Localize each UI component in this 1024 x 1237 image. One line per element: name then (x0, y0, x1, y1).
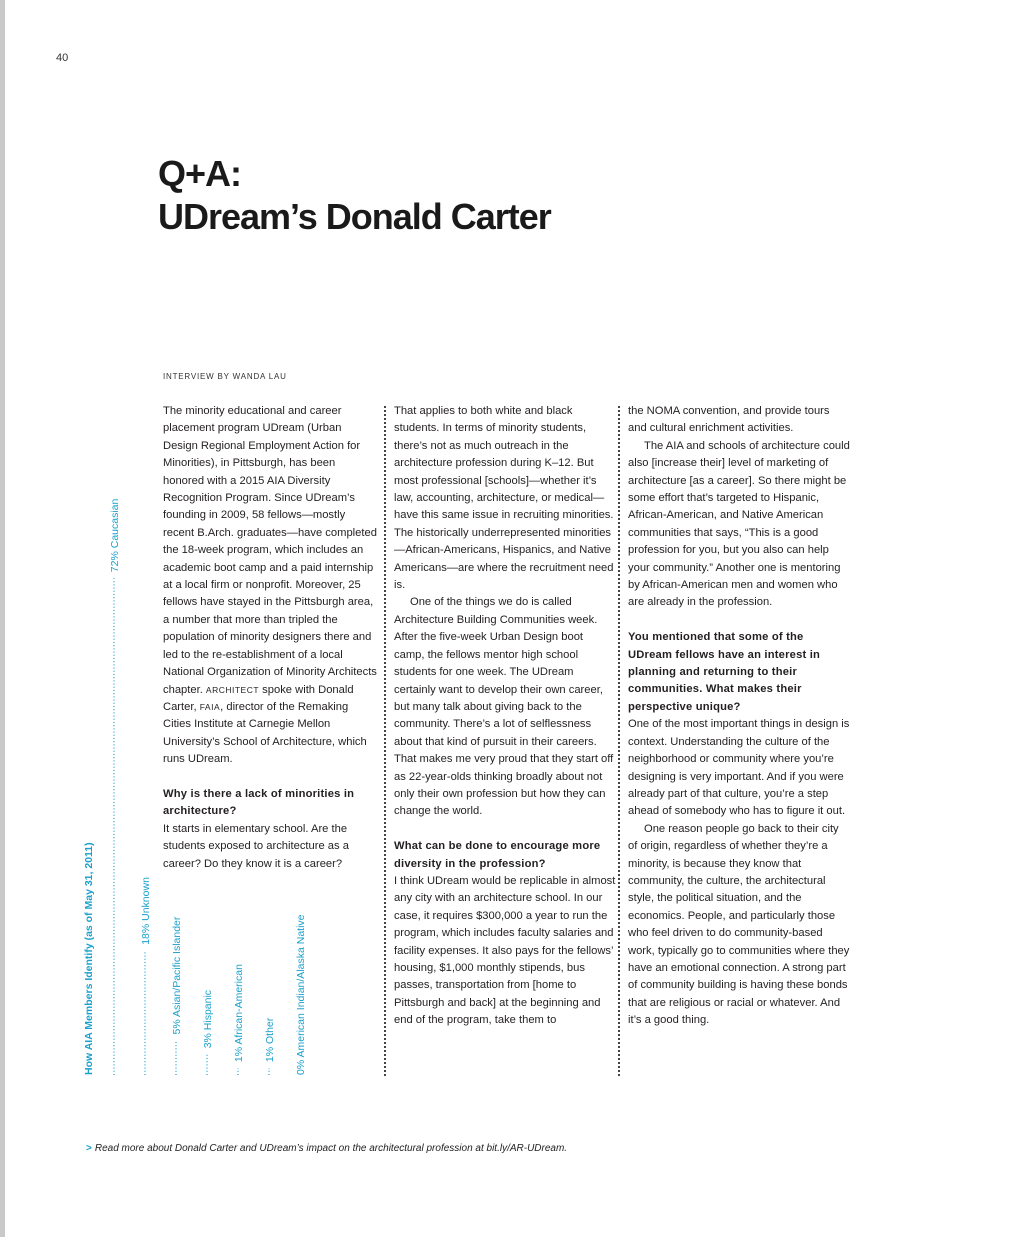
question-2: What can be done to encourage more diversity in the profession? (394, 840, 601, 870)
bar-label: 0% American Indian/Alaska Native (295, 914, 307, 1075)
paragraph: The AIA and schools of architecture could also [increase their] level of marketing of architecture [as a career]. So there might be some effort that’s targeted to Hispanic, African-American, and Native American communities that says, “This is a good profession for you, but you also can help your community.” Another one is mentoring by African-American men and women who are already in the profession. (628, 439, 850, 609)
bar-label: 18% Unknown (140, 877, 152, 945)
intro-text-b: spoke with Donald Carter, (163, 683, 354, 713)
footnote (86, 1143, 567, 1154)
title-line-2: UDream’s Donald Carter (158, 196, 551, 237)
question-1: Why is there a lack of minorities in architecture? (163, 787, 355, 818)
footnote-text: Read more about Donald Carter and UDream’s impact on the architectural profession at bit.ly/AR-UDream. (94, 1143, 568, 1154)
arrow-icon: > (86, 1143, 92, 1154)
byline: INTERVIEW BY WANDA LAU (163, 372, 287, 381)
article-column-1 (163, 403, 377, 873)
title-line-1: Q+A: (158, 153, 242, 194)
paragraph: That applies to both white and black students. In terms of minority students, there’s not as much outreach in the architecture profession during K–12. But most professional [schools]—whether it’s law, accounting, architecture, or medical—have this same issue in recruiting minorities. The historically underrepresented minorities—African-Americans, Hispanics, and Native Americans—are where the recruitment need is. (394, 405, 614, 592)
answer-2: I think UDream would be replicable in almost any city with an architecture school. In our case, it requires $300,000 a year to run the program, which includes faculty salaries and facility expenses. It also pays for the fellows’ housing, $1,000 monthly stipends, bus passes, transportation from [home to Pittsburgh and back] at the beginning and end of the program, take them to (394, 874, 616, 1027)
paragraph: One of the things we do is called Architecture Building Communities week. After the five-week Urban Design boot camp, the fellows mentor high school students for one week. The UDream certainly want to develop their own career, but many talk about giving back to the community. There’s a lot of selflessness about that kind of pursuit in their careers. That makes me very proud that they start off as 22-year-olds thinking broadly about not only their own profession but how they can change the world. (394, 596, 614, 818)
question-3: You mentioned that some of the UDream fellows have an interest in planning and returning to their communities. What makes their perspective unique? (628, 631, 821, 713)
answer-1: It starts in elementary school. Are the students exposed to architecture as a career? Do they know it is a career? (163, 822, 349, 870)
bar-label: 5% Asian/Pacific Islander (171, 916, 183, 1035)
bar-label: 1% Other (264, 1017, 276, 1063)
intro-paragraph (163, 403, 377, 769)
bar-label: 3% Hispanic (202, 989, 214, 1049)
intro-text-a: The minority educational and career placement program UDream (Urban Design Regional Employment Action for Minorities), in Pittsburgh, has been honored with a 2015 AIA Diversity Recognition Program. Since UDream’s founding in 2009, 58 fellows—mostly recent B.Arch. graduates—have completed the 18-week program, which includes an academic boot camp and a paid internship at a local firm or nonprofit. Moreover, 25 fellows have stayed in the Pittsburgh area, a number that more than tripled the population of minority designers there and led to the re-establishment of a local National Organization of Minority Architects chapter. (163, 405, 377, 696)
page-number: 40 (56, 52, 69, 64)
article-column-3 (628, 403, 850, 1030)
column-divider (618, 406, 620, 1076)
column-divider (384, 406, 386, 1076)
intro-smallcaps-faia: FAIA (199, 701, 221, 712)
intro-text-c: , director of the Remaking Cities Institute at Carnegie Mellon University’s School of Architecture, which runs UDream. (163, 700, 367, 766)
answer-3: One of the most important things in design is context. Understanding the culture of the neighborhood or community where you’re designing is very important. And if you were already part of that culture, you’re a step ahead of somebody who has to figure it out. (628, 718, 850, 818)
bar-label: 1% African-American (233, 964, 245, 1063)
paragraph: One reason people go back to their city of origin, regardless of whether they’re a minority, is because they know that community, the culture, the architectural style, the political situation, and the economics. People, and particularly those who feel driven to do community-based work, typically go to communities where they have an emotional connection. A strong part of community building is having these bonds that are religious or racial or whatever. And it’s a good thing. (628, 822, 850, 1027)
article-column-2 (394, 403, 616, 1030)
paragraph: the NOMA convention, and provide tours and cultural enrichment activities. (628, 405, 830, 435)
bar-label: 72% Caucasian (109, 498, 121, 573)
intro-smallcaps-architect: ARCHITECT (205, 684, 260, 695)
chart-title: How AIA Members Identify (as of May 31, 2011) (83, 842, 95, 1075)
